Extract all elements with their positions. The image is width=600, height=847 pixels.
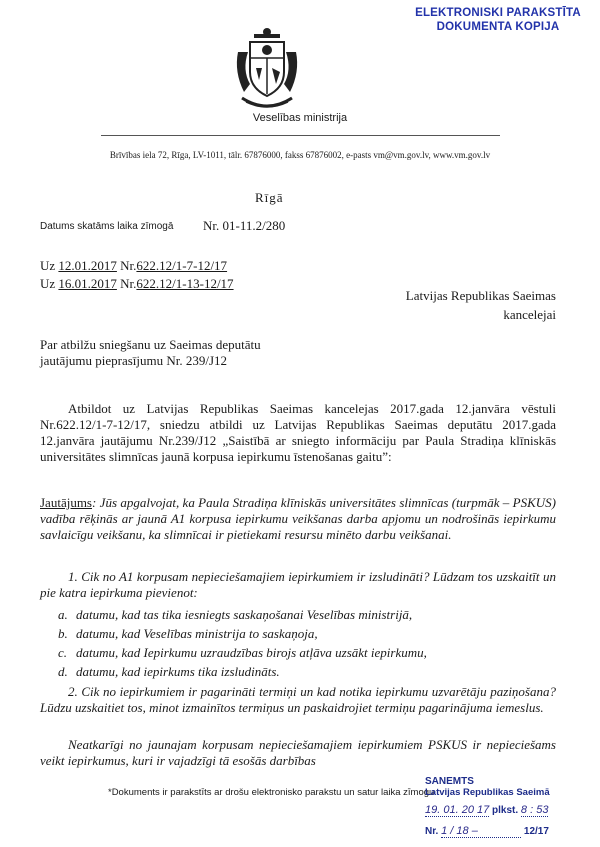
question-2: 2. Cik no iepirkumiem ir pagarināti termiņi un kad notika iepirkumu uzvarētāju paziņošana? Lūdzu uzskaitiet tos, minot izmainītos termiņus un paskaidrojiet termiņu pagarinājuma iemeslus.	[40, 684, 556, 715]
stamp-line-1: ELEKTRONISKI PARAKSTĪTA	[415, 7, 581, 19]
reference-number: 622.12/1-13-12/17	[136, 276, 234, 291]
received-stamp	[425, 776, 595, 838]
reference-line: Uz 16.01.2017 Nr.622.12/1-13-12/17	[40, 276, 234, 291]
received-time: 8 : 53	[520, 804, 549, 816]
question-paragraph	[40, 495, 556, 543]
city: Rīgā	[255, 190, 284, 205]
list-item: d. datumu, kad iepirkums tika izsludināts.	[58, 664, 280, 679]
received-org: Latvijas Republikas Saeimā	[425, 787, 550, 798]
footnote: *Dokuments ir parakstīts ar drošu elektronisko parakstu un satur laika zīmogu	[108, 787, 435, 798]
question-text: : Jūs apgalvojat, ka Paula Stradiņa klīniskās universitātes slimnīcas (turpmāk – PSKUS) vadība rēķinās ar jaunā A1 korpusa iepirkumu veikšanas darba apjomu un nodrošinās iepirkumu savlaicīgu veikšanu, ka slimnīcai ir pietiekami resursu minēto darbu veikšanai.	[40, 495, 556, 542]
date-note: Datums skatāms laika zīmogā	[40, 221, 174, 232]
list-item: a. datumu, kad tas tika iesniegts saskaņošanai Veselības ministrijā,	[58, 607, 413, 622]
stamp-line-2: DOKUMENTA KOPIJA	[436, 21, 560, 33]
header-divider	[101, 135, 500, 136]
question-label: Jautājums	[40, 495, 92, 510]
e-signature-stamp	[408, 6, 588, 34]
received-date-row: 19. 01. 20 17 plkst. 8 : 53	[425, 804, 549, 816]
subject: Par atbilžu sniegšanu uz Saeimas deputātu jautājumu pieprasījumu Nr. 239/J12	[40, 337, 261, 368]
coat-of-arms-icon	[232, 22, 302, 110]
recipient-line-1: Latvijas Republikas Saeimas	[405, 288, 556, 303]
received-number-row: Nr. 1 / 18 – 12/17	[425, 825, 549, 837]
list-item: c. datumu, kad Iepirkumu uzraudzības birojs atļāva uzsākt iepirkumu,	[58, 645, 427, 660]
intro-paragraph: Atbildot uz Latvijas Republikas Saeimas kancelejas 2017.gada 12.janvāra vēstuli Nr.622.12/1-7-12/17, sniedzu atbildi uz Latvijas Republikas Saeimas deputātu 2017.gada 12.janvāra jautājumu Nr.239/J12 „Saistībā ar sniegto informāciju par Paula Stradiņa klīniskās universitātes slimnīcas jaunā korpusa iepirkumu īstenošanas gaitu”:	[40, 401, 556, 464]
document-number: Nr. 01-11.2/280	[203, 218, 286, 233]
received-number: 1 / 18 –	[441, 825, 521, 838]
reference-number: 622.12/1-7-12/17	[136, 258, 228, 273]
reference-line: Uz 12.01.2017 Nr.622.12/1-7-12/17	[40, 258, 228, 273]
question-3: Neatkarīgi no jaunajam korpusam nepieciešamajiem iepirkumiem PSKUS ir nepieciešams veikt iepirkumus, kuri ir vajadzīgi tā esošās darbības	[40, 737, 556, 768]
reference-date: 16.01.2017	[58, 276, 117, 291]
ministry-name: Veselības ministrija	[252, 112, 348, 124]
list-item: b. datumu, kad Veselības ministrija to saskaņoja,	[58, 626, 318, 641]
recipient-line-2: kancelejai	[503, 307, 556, 322]
received-title: SANEMTS	[425, 776, 474, 787]
received-date: 19. 01. 20 17	[425, 804, 490, 816]
question-1: 1. Cik no A1 korpusam nepieciešamajiem iepirkumiem ir izsludināti? Lūdzam tos uzskaitīt un pie katra iepirkuma pievienot:	[40, 569, 556, 600]
ministry-address: Brīvības iela 72, Rīga, LV-1011, tālr. 67876000, fakss 67876002, e-pasts vm@vm.gov.lv, www.vm.gov.lv	[109, 150, 491, 160]
reference-date: 12.01.2017	[58, 258, 117, 273]
